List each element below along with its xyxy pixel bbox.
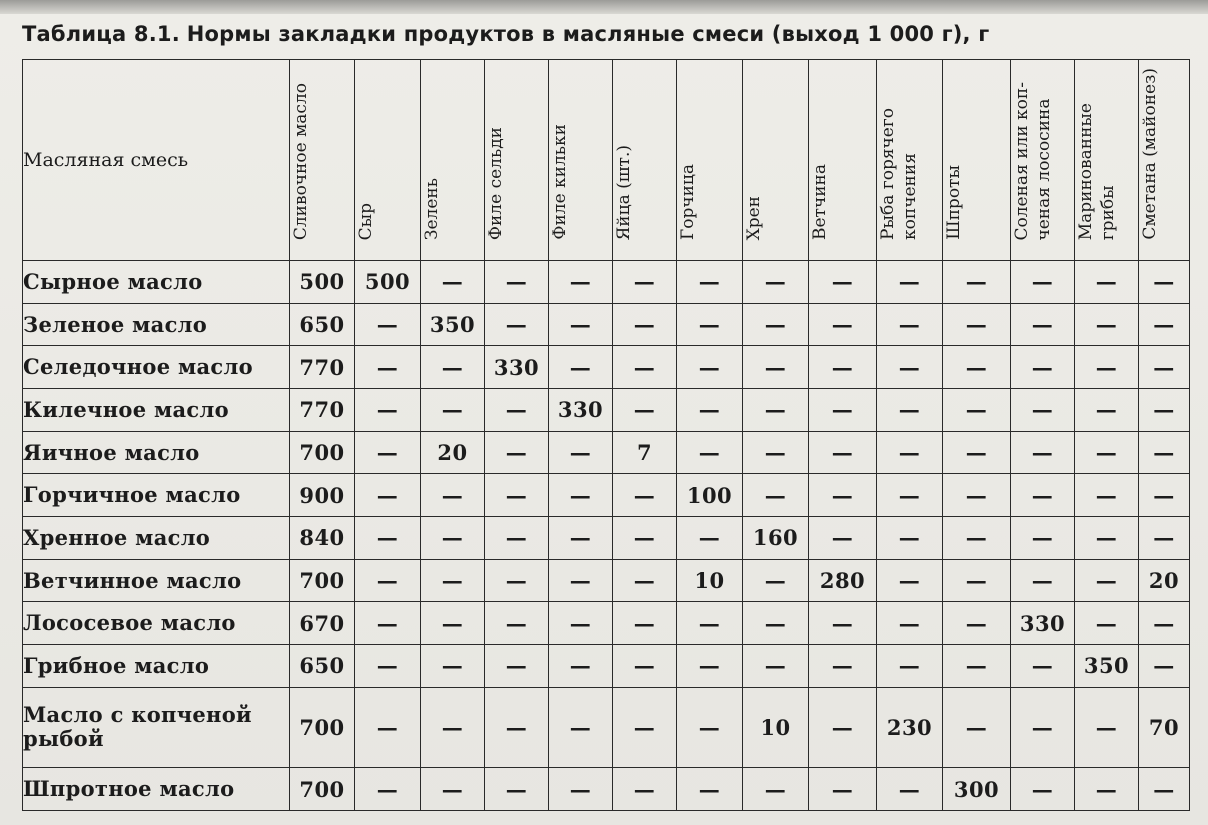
table-cell: 160 <box>743 517 809 560</box>
table-cell: — <box>355 602 421 645</box>
table-cell: — <box>1139 261 1190 304</box>
table-cell: — <box>677 768 743 811</box>
table-cell: — <box>943 602 1011 645</box>
table-cell: — <box>549 431 613 474</box>
table-cell: — <box>1075 517 1139 560</box>
column-header-label: Маринованные грибы <box>1076 102 1118 240</box>
table-cell: — <box>943 645 1011 688</box>
table-cell: — <box>1139 645 1190 688</box>
table-cell: — <box>743 303 809 346</box>
table-cell: — <box>1075 303 1139 346</box>
table-cell: — <box>485 261 549 304</box>
column-header-label: Ветчина <box>810 164 830 240</box>
table-cell: — <box>809 687 877 767</box>
table-cell: — <box>743 559 809 602</box>
table-cell: 840 <box>290 517 355 560</box>
table-cell: — <box>355 346 421 389</box>
table-cell: — <box>1011 645 1075 688</box>
table-cell: 7 <box>613 431 677 474</box>
column-header-label: Сметана (майонез) <box>1140 68 1160 240</box>
table-cell: — <box>943 687 1011 767</box>
table-cell: — <box>1139 303 1190 346</box>
column-header-label: Шпроты <box>944 165 964 240</box>
table-cell: — <box>549 559 613 602</box>
table-cell: — <box>485 389 549 432</box>
row-header-label: Масляная смесь <box>23 60 290 261</box>
table-cell: — <box>355 389 421 432</box>
column-header-label: Филе кильки <box>550 124 570 240</box>
table-cell: — <box>1011 687 1075 767</box>
table-cell: — <box>1011 261 1075 304</box>
table-cell: — <box>809 768 877 811</box>
column-header <box>1075 60 1139 261</box>
table-cell: — <box>355 517 421 560</box>
table-cell: — <box>743 346 809 389</box>
table-cell: — <box>613 389 677 432</box>
table-cell: 500 <box>355 261 421 304</box>
table-row <box>23 474 1190 517</box>
table-cell: 700 <box>290 687 355 767</box>
table-cell: — <box>877 389 943 432</box>
table-cell: 10 <box>743 687 809 767</box>
table-cell: — <box>1075 261 1139 304</box>
table-cell: — <box>743 474 809 517</box>
table-cell: — <box>549 303 613 346</box>
table-row <box>23 687 1190 767</box>
row-name: Шпротное масло <box>23 768 290 811</box>
table-cell: — <box>677 303 743 346</box>
table-cell: — <box>809 261 877 304</box>
table-cell: — <box>485 645 549 688</box>
table-cell: — <box>1011 389 1075 432</box>
table-cell: — <box>355 431 421 474</box>
table-cell: — <box>877 645 943 688</box>
table-cell: — <box>355 768 421 811</box>
table-row <box>23 346 1190 389</box>
column-header-label: Сыр <box>356 202 376 240</box>
table-cell: — <box>549 346 613 389</box>
table-cell: — <box>613 687 677 767</box>
column-header <box>613 60 677 261</box>
table-cell: — <box>613 346 677 389</box>
table-cell: — <box>809 389 877 432</box>
table-cell: — <box>613 303 677 346</box>
table-cell: 20 <box>1139 559 1190 602</box>
butter-mix-table <box>22 59 1190 811</box>
table-cell: — <box>877 768 943 811</box>
table-cell: — <box>485 559 549 602</box>
column-header <box>549 60 613 261</box>
column-header-label: Яйца (шт.) <box>614 144 634 240</box>
table-cell: — <box>1011 517 1075 560</box>
column-header-label: Соленая или коп- ченая лососина <box>1012 81 1054 240</box>
table-cell: — <box>421 474 485 517</box>
table-cell: — <box>1075 602 1139 645</box>
table-cell: — <box>485 303 549 346</box>
table-cell: — <box>743 261 809 304</box>
table-cell: 10 <box>677 559 743 602</box>
table-cell: — <box>613 474 677 517</box>
table-cell: — <box>943 303 1011 346</box>
table-cell: — <box>1075 687 1139 767</box>
table-cell: — <box>877 346 943 389</box>
table-cell: — <box>355 559 421 602</box>
column-header <box>1011 60 1075 261</box>
column-header <box>677 60 743 261</box>
table-cell: — <box>877 559 943 602</box>
column-header <box>1139 60 1190 261</box>
table-row <box>23 602 1190 645</box>
column-header <box>485 60 549 261</box>
table-cell: — <box>809 431 877 474</box>
table-cell: — <box>1075 474 1139 517</box>
row-name: Яичное масло <box>23 431 290 474</box>
table-cell: — <box>613 768 677 811</box>
table-cell: — <box>613 602 677 645</box>
table-cell: — <box>1075 559 1139 602</box>
header-row <box>23 60 1190 261</box>
row-name: Ветчинное масло <box>23 559 290 602</box>
row-name: Селедочное масло <box>23 346 290 389</box>
table-cell: — <box>421 602 485 645</box>
table-cell: — <box>943 474 1011 517</box>
table-cell: — <box>485 602 549 645</box>
table-cell: — <box>1011 431 1075 474</box>
table-cell: — <box>1075 346 1139 389</box>
table-cell: — <box>943 431 1011 474</box>
table-cell: — <box>809 474 877 517</box>
row-name: Грибное масло <box>23 645 290 688</box>
column-header-label: Сливочное масло <box>291 82 311 240</box>
table-cell: — <box>1139 768 1190 811</box>
table-cell: — <box>877 474 943 517</box>
table-cell: — <box>743 645 809 688</box>
table-cell: — <box>877 261 943 304</box>
table-cell: — <box>943 559 1011 602</box>
table-cell: 330 <box>485 346 549 389</box>
table-cell: — <box>421 768 485 811</box>
table-cell: 280 <box>809 559 877 602</box>
table-cell: — <box>485 768 549 811</box>
table-cell: 650 <box>290 645 355 688</box>
table-cell: — <box>809 346 877 389</box>
table-cell: — <box>677 517 743 560</box>
table-cell: 330 <box>1011 602 1075 645</box>
table-cell: 700 <box>290 431 355 474</box>
row-name: Лососевое масло <box>23 602 290 645</box>
table-cell: — <box>421 559 485 602</box>
table-cell: — <box>809 602 877 645</box>
row-name: Горчичное масло <box>23 474 290 517</box>
table-cell: — <box>613 559 677 602</box>
table-cell: 500 <box>290 261 355 304</box>
table-cell: — <box>485 517 549 560</box>
table-row <box>23 645 1190 688</box>
table-cell: — <box>877 431 943 474</box>
table-cell: — <box>1139 517 1190 560</box>
table-cell: — <box>1011 474 1075 517</box>
table-cell: — <box>549 768 613 811</box>
table-cell: — <box>1075 389 1139 432</box>
row-name: Масло с копченой рыбой <box>23 687 290 767</box>
table-row <box>23 303 1190 346</box>
row-name: Хренное масло <box>23 517 290 560</box>
table-number: Таблица 8.1. <box>22 22 180 46</box>
table-cell: — <box>355 687 421 767</box>
table-cell: — <box>743 389 809 432</box>
table-cell: — <box>549 474 613 517</box>
table-cell: — <box>1011 346 1075 389</box>
table-cell: 770 <box>290 389 355 432</box>
table-cell: — <box>549 517 613 560</box>
table-cell: — <box>1139 474 1190 517</box>
table-cell: — <box>877 602 943 645</box>
table-cell: — <box>677 346 743 389</box>
column-header-label: Рыба горячего копчения <box>878 108 920 240</box>
table-cell: 230 <box>877 687 943 767</box>
table-cell: — <box>421 261 485 304</box>
table-cell: — <box>1139 431 1190 474</box>
table-body <box>23 261 1190 811</box>
table-cell: — <box>485 431 549 474</box>
table-cell: — <box>943 517 1011 560</box>
table-cell: — <box>1139 602 1190 645</box>
table-cell: — <box>549 261 613 304</box>
table-cell: — <box>677 602 743 645</box>
column-header-label: Зелень <box>422 177 442 240</box>
table-cell: — <box>1011 303 1075 346</box>
table-cell: 70 <box>1139 687 1190 767</box>
table-cell: — <box>677 687 743 767</box>
table-cell: — <box>877 303 943 346</box>
column-header-label: Хрен <box>744 195 764 240</box>
table-cell: — <box>877 517 943 560</box>
table-cell: — <box>613 517 677 560</box>
table-cell: 650 <box>290 303 355 346</box>
table-cell: — <box>613 645 677 688</box>
row-name: Килечное масло <box>23 389 290 432</box>
column-header <box>809 60 877 261</box>
table-cell: — <box>1139 389 1190 432</box>
table-cell: 700 <box>290 559 355 602</box>
table-cell: 770 <box>290 346 355 389</box>
table-caption <box>22 22 989 46</box>
table-row <box>23 389 1190 432</box>
table-cell: 300 <box>943 768 1011 811</box>
column-header <box>943 60 1011 261</box>
table-cell: — <box>1011 768 1075 811</box>
table-cell: — <box>943 261 1011 304</box>
table-cell: 670 <box>290 602 355 645</box>
table-cell: — <box>485 474 549 517</box>
top-edge <box>0 0 1208 14</box>
table-row <box>23 517 1190 560</box>
table-cell: — <box>1011 559 1075 602</box>
table-cell: 350 <box>1075 645 1139 688</box>
table-cell: — <box>743 768 809 811</box>
table-cell: — <box>421 645 485 688</box>
table-cell: — <box>809 517 877 560</box>
table-cell: 700 <box>290 768 355 811</box>
table-cell: — <box>943 346 1011 389</box>
table-cell: — <box>421 517 485 560</box>
table-cell: — <box>1139 346 1190 389</box>
column-header <box>290 60 355 261</box>
table-cell: — <box>613 261 677 304</box>
table-cell: — <box>677 645 743 688</box>
table-cell: 100 <box>677 474 743 517</box>
table-cell: 350 <box>421 303 485 346</box>
table-cell: — <box>943 389 1011 432</box>
table-cell: — <box>743 431 809 474</box>
table-row <box>23 261 1190 304</box>
table-row <box>23 768 1190 811</box>
table-cell: — <box>421 687 485 767</box>
table-cell: — <box>677 261 743 304</box>
table-title: Нормы закладки продуктов в масляные смеси (выход 1 000 г), г <box>186 22 990 46</box>
column-header <box>877 60 943 261</box>
table-cell: 20 <box>421 431 485 474</box>
table-cell: — <box>549 645 613 688</box>
table-cell: — <box>549 687 613 767</box>
table-cell: — <box>677 431 743 474</box>
column-header <box>421 60 485 261</box>
row-name: Зеленое масло <box>23 303 290 346</box>
table-cell: — <box>677 389 743 432</box>
table-cell: — <box>1075 431 1139 474</box>
column-header-label: Горчица <box>678 163 698 240</box>
column-header <box>355 60 421 261</box>
table-cell: — <box>485 687 549 767</box>
table-row <box>23 559 1190 602</box>
table-cell: — <box>355 645 421 688</box>
table-cell: — <box>809 303 877 346</box>
table-cell: 330 <box>549 389 613 432</box>
table-cell: — <box>421 346 485 389</box>
table-cell: — <box>743 602 809 645</box>
table-cell: — <box>549 602 613 645</box>
table-cell: — <box>421 389 485 432</box>
column-header <box>743 60 809 261</box>
column-header-label: Филе сельди <box>486 126 506 240</box>
table-cell: — <box>809 645 877 688</box>
table-row <box>23 431 1190 474</box>
table-cell: — <box>355 303 421 346</box>
row-name: Сырное масло <box>23 261 290 304</box>
table-cell: 900 <box>290 474 355 517</box>
table-cell: — <box>355 474 421 517</box>
table-cell: — <box>1075 768 1139 811</box>
